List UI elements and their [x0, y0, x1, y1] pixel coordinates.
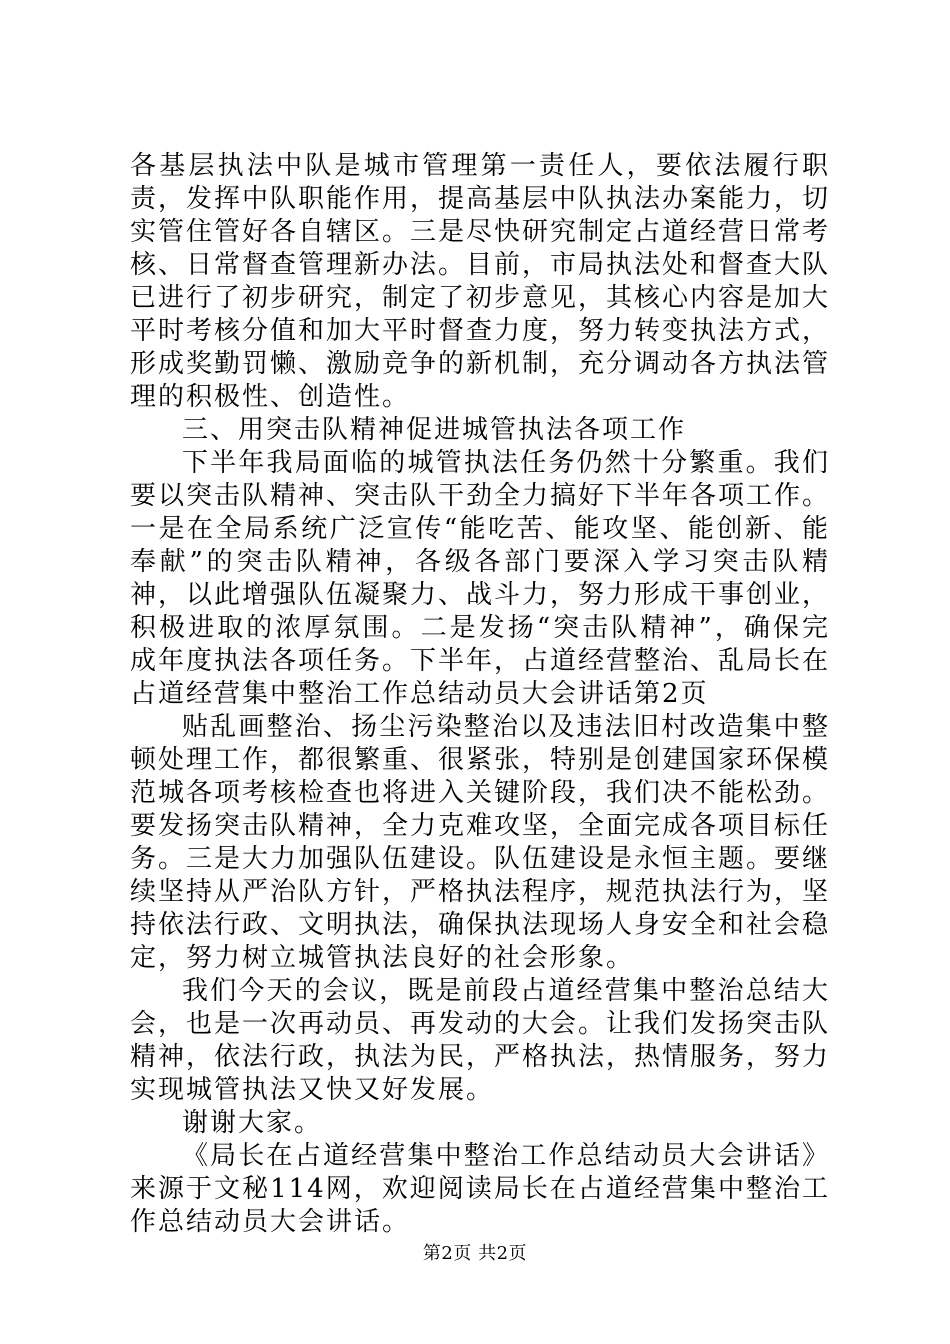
- paragraph-continuation: 各基层执法中队是城市管理第一责任人，要依法履行职责，发挥中队职能作用，提高基层中队执法办案能力，切实管住管好各自辖区。三是尽快研究制定占道经营日常考核、日常督查管理新办法。目前，市局执法处和督查大队已进行了初步研究，制定了初步意见，其核心内容是加大平时考核分值和加大平时督查力度，努力转变执法方式，形成奖勤罚懒、激励竞争的新机制，充分调动各方执法管理的积极性、创造性。: [130, 151, 831, 412]
- paragraph-source-note: 《局长在占道经营集中整治工作总结动员大会讲话》来源于文秘114网，欢迎阅读局长在占道经营集中整治工作总结动员大会讲话。: [130, 1141, 830, 1237]
- paragraph-thanks: 谢谢大家。: [182, 1108, 323, 1138]
- paragraph-meeting-summary: 我们今天的会议，既是前段占道经营集中整治总结大会，也是一次再动员、再发动的大会。让我们发扬突击队精神，依法行政，执法为民，严格执法，热情服务，努力实现城管执法又快又好发展。: [130, 976, 831, 1105]
- paragraph-second-half-tasks: 下半年我局面临的城管执法任务仍然十分繁重。我们要以突击队精神、突击队干劲全力搞好下半年各项工作。一是在全局系统广泛宣传“能吃苦、能攻坚、能创新、能奉献”的突击队精神，各级各部门要深入学习突击队精神，以此增强队伍凝聚力、战斗力，努力形成干事创业，积极进取的浓厚氛围。二是发扬“突击队精神”，确保完成年度执法各项任务。下半年，占道经营整治、乱局长在占道经营集中整治工作总结动员大会讲话第2页: [130, 448, 831, 709]
- page-footer: 第2页 共2页: [422, 1243, 528, 1264]
- paragraph-team-building: 贴乱画整治、扬尘污染整治以及违法旧村改造集中整顿处理工作，都很繁重、很紧张，特别是创建国家环保模范城各项考核检查也将进入关键阶段，我们决不能松劲。要发扬突击队精神，全力克难攻坚，全面完成各项目标任务。三是大力加强队伍建设。队伍建设是永恒主题。要继续坚持从严治队方针，严格执法程序，规范执法行为，坚持依法行政、文明执法，确保执法现场人身安全和社会稳定，努力树立城管执法良好的社会形象。: [130, 712, 831, 973]
- section-heading: 三、用突击队精神促进城管执法各项工作: [182, 415, 687, 445]
- document-body: [130, 150, 830, 1239]
